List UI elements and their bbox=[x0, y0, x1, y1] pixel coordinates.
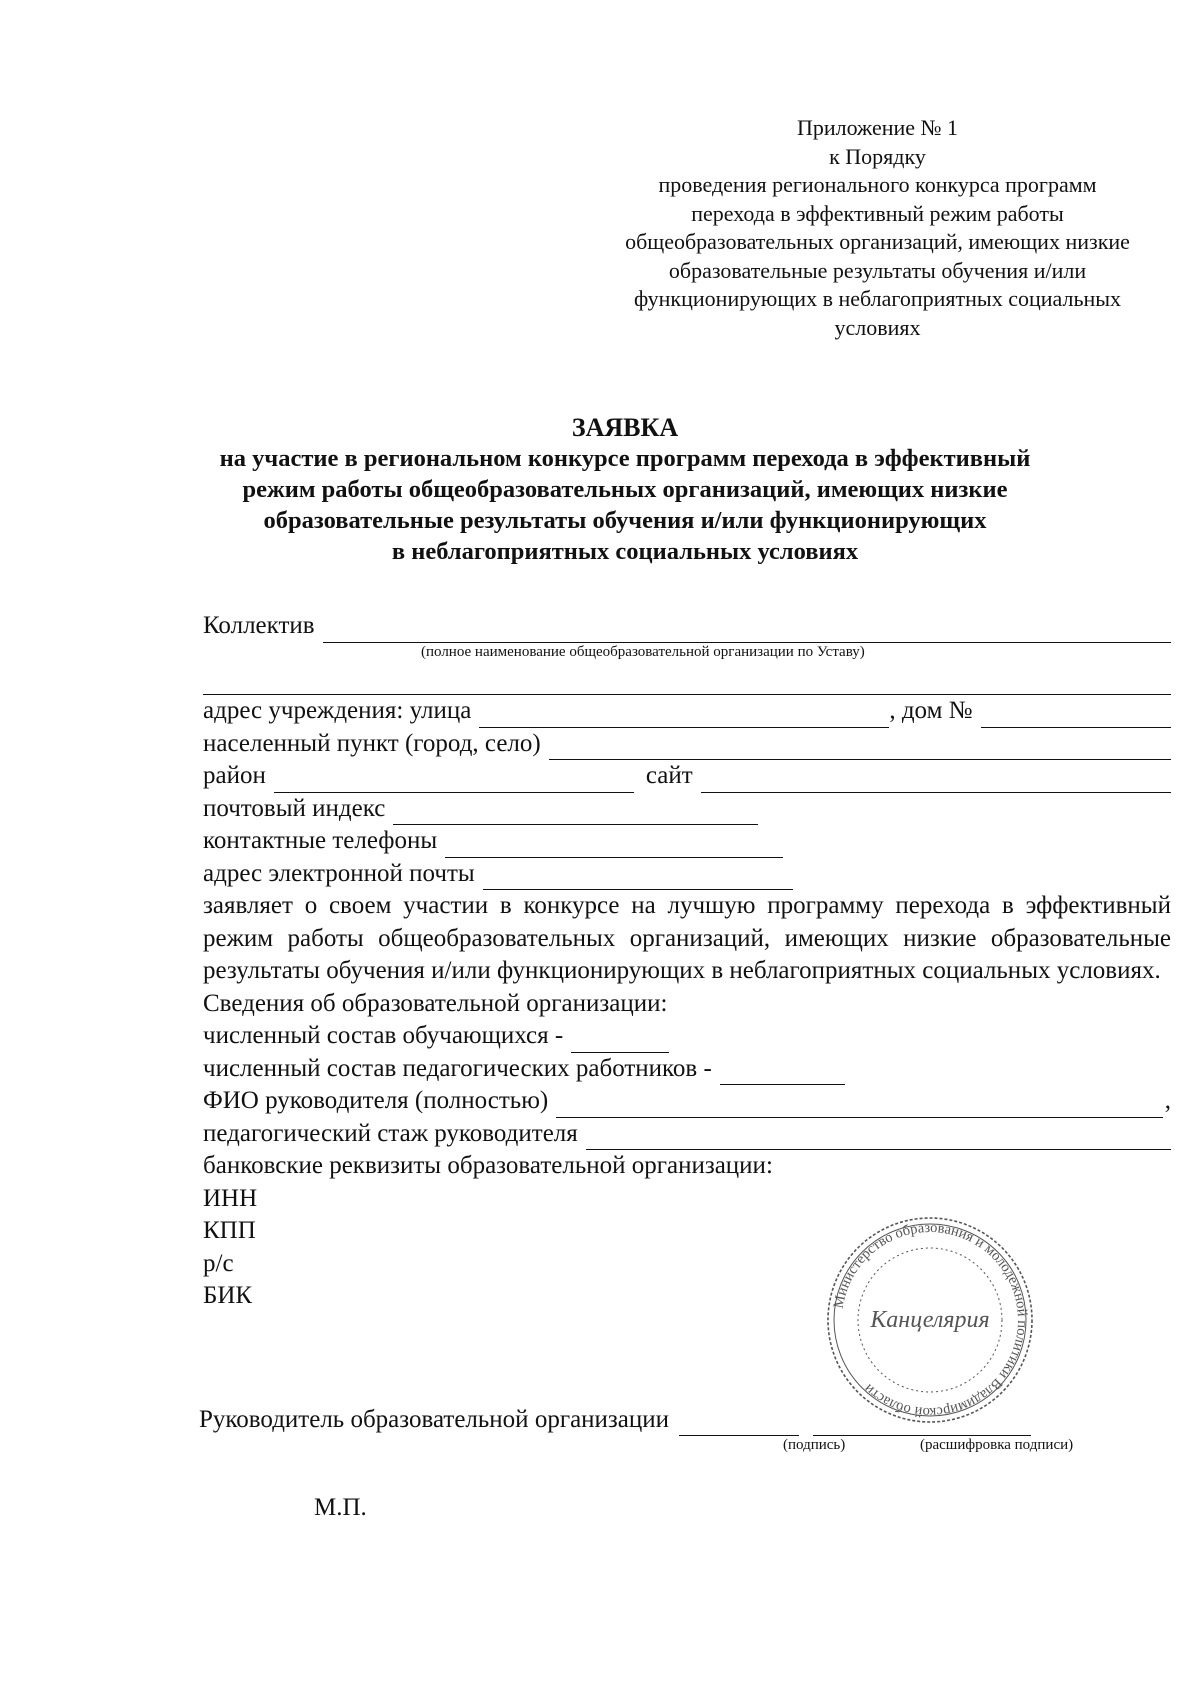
stamp-place-label: М.П. bbox=[314, 1494, 367, 1521]
declaration-text: заявляет о своем участии в конкурсе на лучшую программу перехода в эффективный режим работы общеобразовательных организаций, имеющих низкие образовательные результаты обучения и/или функционирующих в неблагоприятных социальных условиях. bbox=[203, 892, 1171, 984]
signature-label: Руководитель образовательной организации bbox=[199, 1406, 670, 1433]
signature-caption: (подпись) bbox=[783, 1437, 846, 1453]
teachers-row bbox=[203, 1053, 1171, 1086]
seal-stamp bbox=[820, 1215, 1040, 1425]
title-line: на участие в региональном конкурсе программ перехода в эффективный bbox=[219, 445, 1031, 472]
appendix-line: проведения регионального конкурса программ bbox=[658, 172, 1097, 197]
appendix-line: функционирующих в неблагоприятных социальных bbox=[633, 286, 1122, 311]
street-row bbox=[203, 695, 1171, 728]
house-field[interactable] bbox=[981, 703, 1172, 728]
email-row bbox=[203, 858, 1171, 891]
phones-row bbox=[203, 825, 1171, 858]
email-field[interactable] bbox=[483, 865, 793, 890]
collective-row bbox=[203, 610, 1171, 660]
students-label: численный состав обучающихся - bbox=[203, 1022, 564, 1049]
title-line: режим работы общеобразовательных организаций, имеющих низкие bbox=[242, 476, 1008, 503]
teachers-field[interactable] bbox=[720, 1060, 845, 1085]
appendix-line: общеобразовательных организаций, имеющих низкие bbox=[625, 229, 1130, 254]
postal-row bbox=[203, 793, 1171, 826]
account-label: р/с bbox=[203, 1249, 234, 1277]
kpp-label: КПП bbox=[203, 1217, 256, 1244]
site-label: сайт bbox=[645, 762, 693, 789]
signature-block bbox=[199, 1404, 1129, 1453]
info-heading-row bbox=[203, 988, 1171, 1021]
head-experience-field[interactable] bbox=[586, 1125, 1171, 1150]
collective-caption: (полное наименование общеобразовательной организации по Уставу) bbox=[421, 644, 865, 660]
postal-field[interactable] bbox=[393, 800, 758, 825]
signature-field[interactable] bbox=[679, 1411, 799, 1436]
application-form bbox=[203, 610, 1171, 1313]
inn-row bbox=[203, 1183, 1171, 1216]
house-label: , дом № bbox=[889, 697, 973, 724]
district-field[interactable] bbox=[274, 768, 634, 793]
appendix-line: Приложение № 1 bbox=[796, 115, 959, 140]
seal-center-text: Канцелярия bbox=[870, 1307, 990, 1333]
bank-row bbox=[203, 1150, 1171, 1183]
collective-extra-field[interactable] bbox=[203, 670, 1171, 695]
postal-label: почтовый индекс bbox=[203, 794, 386, 822]
district-label: район bbox=[203, 762, 266, 789]
inn-label: ИНН bbox=[203, 1184, 258, 1212]
title-line: образовательные результаты обучения и/или функционирующих bbox=[263, 507, 987, 534]
head-experience-label: педагогический стаж руководителя bbox=[203, 1119, 578, 1147]
document-title bbox=[140, 412, 1110, 567]
info-heading: Сведения об образовательной организации: bbox=[203, 989, 668, 1017]
phones-field[interactable] bbox=[445, 833, 783, 858]
appendix-line: перехода в эффективный режим работы bbox=[691, 200, 1064, 226]
appendix-line: к Порядку bbox=[829, 143, 926, 169]
site-field[interactable] bbox=[701, 768, 1171, 793]
appendix-header bbox=[600, 114, 1155, 342]
street-field[interactable] bbox=[479, 703, 889, 728]
bik-label: БИК bbox=[203, 1282, 253, 1309]
head-experience-row bbox=[203, 1118, 1171, 1151]
appendix-line: условиях bbox=[834, 314, 921, 340]
collective-label: Коллектив bbox=[203, 612, 315, 639]
teachers-label: численный состав педагогических работников - bbox=[203, 1054, 712, 1082]
email-label: адрес электронной почты bbox=[203, 859, 475, 887]
title-line: в неблагоприятных социальных условиях bbox=[391, 538, 859, 565]
head-name-field[interactable] bbox=[556, 1093, 1163, 1118]
students-field[interactable] bbox=[571, 1028, 669, 1053]
collective-extra-row bbox=[203, 663, 1171, 696]
title-main: ЗАЯВКА bbox=[571, 413, 679, 442]
collective-field[interactable] bbox=[323, 618, 1171, 643]
signature-row bbox=[199, 1404, 1129, 1453]
settlement-label: населенный пункт (город, село) bbox=[203, 729, 541, 757]
head-name-comma: , bbox=[1164, 1087, 1171, 1114]
appendix-line: образовательные результаты обучения и/или bbox=[668, 257, 1087, 283]
street-label: адрес учреждения: улица bbox=[203, 697, 472, 724]
bank-label: банковские реквизиты образовательной организации: bbox=[203, 1152, 773, 1179]
phones-label: контактные телефоны bbox=[203, 827, 438, 854]
settlement-row bbox=[203, 728, 1171, 761]
head-name-label: ФИО руководителя (полностью) bbox=[203, 1087, 549, 1114]
settlement-field[interactable] bbox=[549, 735, 1171, 760]
signature-decode-field[interactable] bbox=[813, 1411, 1031, 1436]
seal-ring-text: Министерство образования и молодежной политики Владимирской области bbox=[830, 1219, 1031, 1421]
signature-decode-caption: (расшифровка подписи) bbox=[920, 1437, 1074, 1453]
head-name-row bbox=[203, 1085, 1171, 1118]
district-row bbox=[203, 760, 1171, 793]
students-row bbox=[203, 1020, 1171, 1053]
